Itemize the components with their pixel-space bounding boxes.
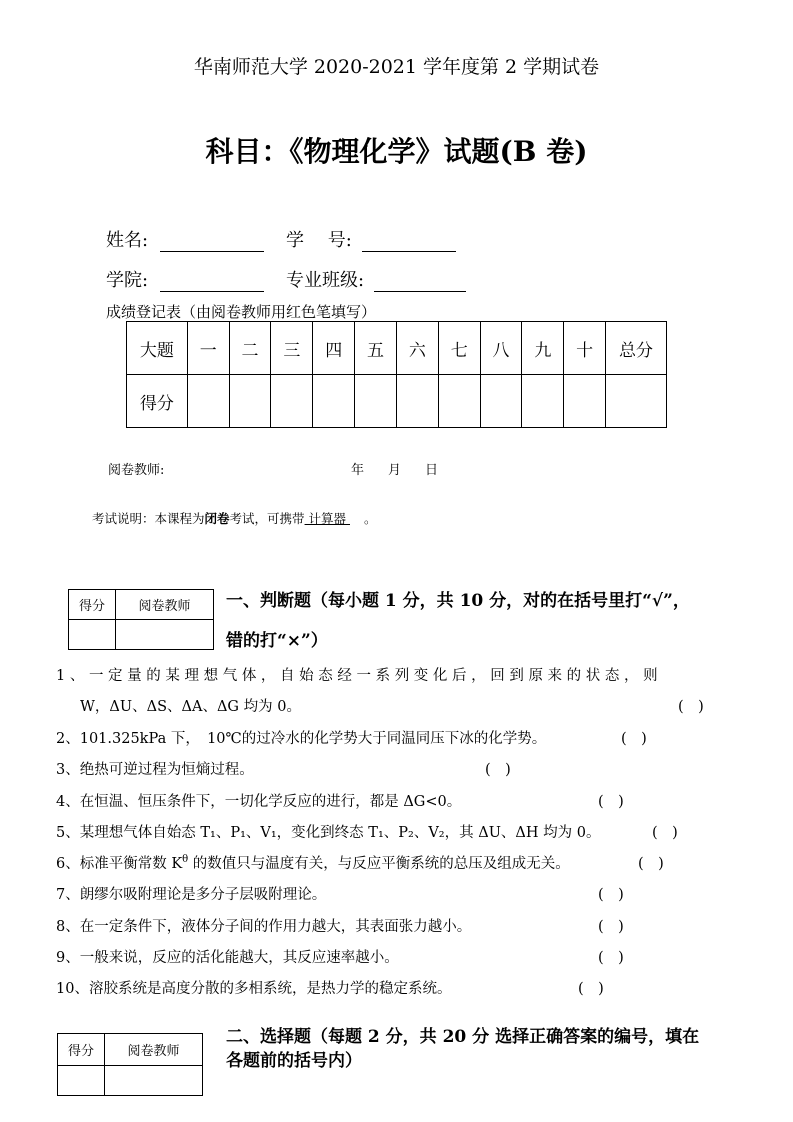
section2-title-line2: 各题前的括号内） <box>226 1051 362 1071</box>
section1-score-label: 得分 <box>69 590 116 620</box>
section2-title-line1: 二、选择题（每题 2 分，共 20 分 选择正确答案的编号，填在 <box>226 1027 700 1047</box>
section2-score-box <box>57 1033 203 1096</box>
major-label: 专业班级: <box>286 270 365 291</box>
question-2-answer[interactable]: ( ) <box>621 731 647 747</box>
college-label: 学院: <box>106 270 149 291</box>
score-table-caption: 成绩登记表（由阅卷教师用红色笔填写） <box>106 303 377 321</box>
year-label: 年 <box>351 463 365 478</box>
col-header: 一 <box>187 322 229 375</box>
question-4-answer[interactable]: ( ) <box>598 794 624 810</box>
score-cell-total[interactable] <box>606 375 667 428</box>
question-6 <box>56 852 570 873</box>
question-1-line2: W，ΔU、ΔS、ΔA、ΔG 均为 0。 <box>80 699 301 715</box>
score-table-header-row <box>127 322 667 375</box>
question-6-answer[interactable]: ( ) <box>638 856 664 872</box>
major-blank[interactable] <box>374 273 466 292</box>
question-10-answer[interactable]: ( ) <box>578 981 604 997</box>
col-header: 十 <box>564 322 606 375</box>
name-label: 姓名: <box>106 230 149 251</box>
question-1-answer[interactable]: ( ) <box>678 699 704 715</box>
question-5: 5、某理想气体自始态 T₁、P₁、V₁，变化到终态 T₁、P₂、V₂，其 ΔU、ΔH 均为 0。 <box>56 825 601 841</box>
row-header-question: 大题 <box>127 322 188 375</box>
question-4: 4、在恒温、恒压条件下，一切化学反应的进行，都是 ΔG<0。 <box>56 794 462 810</box>
score-cell[interactable] <box>271 375 313 428</box>
day-label: 日 <box>425 463 439 478</box>
col-header: 九 <box>522 322 564 375</box>
section1-grader-cell[interactable] <box>116 620 214 650</box>
question-7-answer[interactable]: ( ) <box>598 887 624 903</box>
section1-score-box <box>68 589 214 650</box>
col-header: 五 <box>355 322 397 375</box>
question-8-answer[interactable]: ( ) <box>598 919 624 935</box>
college-blank[interactable] <box>160 273 264 292</box>
page-title: 科目：《物理化学》试题(B 卷) <box>205 135 588 168</box>
question-5-answer[interactable]: ( ) <box>652 825 678 841</box>
id-blank[interactable] <box>362 233 456 252</box>
score-cell[interactable] <box>355 375 397 428</box>
section1-title-line2: 错的打“×”） <box>226 631 328 651</box>
id-field-row <box>286 226 456 252</box>
score-table-score-row <box>127 375 667 428</box>
name-field-row <box>106 226 264 252</box>
exam-note-closed: 闭卷 <box>204 511 230 526</box>
score-cell[interactable] <box>229 375 271 428</box>
col-header: 三 <box>271 322 313 375</box>
score-cell[interactable] <box>396 375 438 428</box>
question-6-theta: θ <box>182 854 189 866</box>
question-3-answer[interactable]: ( ) <box>485 762 511 778</box>
university-line: 华南师范大学 2020-2021 学年度第 2 学期试卷 <box>193 56 600 78</box>
col-header: 二 <box>229 322 271 375</box>
exam-note-tool: 计算器 <box>304 511 350 526</box>
month-label: 月 <box>388 463 402 478</box>
id-label: 学 号: <box>286 230 352 251</box>
major-field-row <box>286 266 466 292</box>
section1-score-cell[interactable] <box>69 620 116 650</box>
question-2: 2、101.325kPa 下， 10℃的过冷水的化学势大于同温同压下冰的化学势。 <box>56 731 547 747</box>
section1-title-line1: 一、判断题（每小题 1 分，共 10 分，对的在括号里打“√”， <box>226 591 690 611</box>
row-header-score: 得分 <box>127 375 188 428</box>
score-cell[interactable] <box>313 375 355 428</box>
score-cell[interactable] <box>187 375 229 428</box>
question-1-line1: 1 、 一 定 量 的 某 理 想 气 体 ， 自 始 态 经 一 系 列 变 化 后 ， 回 到 原 来 的 状 态 ， 则 <box>56 668 658 684</box>
score-cell[interactable] <box>438 375 480 428</box>
question-8: 8、在一定条件下，液体分子间的作用力越大，其表面张力越小。 <box>56 919 472 935</box>
grader-label: 阅卷教师: <box>108 463 165 478</box>
exam-note-middle: 考试，可携带 <box>229 511 305 526</box>
col-header-total: 总分 <box>606 322 667 375</box>
question-6-part-b: 的数值只与温度有关，与反应平衡系统的总压及组成无关。 <box>188 856 570 872</box>
col-header: 六 <box>396 322 438 375</box>
section1-grader-label: 阅卷教师 <box>116 590 214 620</box>
exam-note-end: 。 <box>364 511 377 526</box>
score-cell[interactable] <box>564 375 606 428</box>
score-table <box>126 321 667 428</box>
section2-grader-cell[interactable] <box>105 1066 203 1096</box>
question-3: 3、绝热可逆过程为恒熵过程。 <box>56 762 254 778</box>
question-9-answer[interactable]: ( ) <box>598 950 624 966</box>
score-cell[interactable] <box>480 375 522 428</box>
question-7: 7、朗缪尔吸附理论是多分子层吸附理论。 <box>56 887 327 903</box>
col-header: 七 <box>438 322 480 375</box>
section2-grader-label: 阅卷教师 <box>105 1034 203 1066</box>
name-blank[interactable] <box>160 233 264 252</box>
question-6-part-a: 6、标准平衡常数 K <box>56 856 183 872</box>
college-field-row <box>106 266 264 292</box>
section2-score-cell[interactable] <box>58 1066 105 1096</box>
exam-note-prefix: 考试说明：本课程为 <box>92 511 205 526</box>
score-cell[interactable] <box>522 375 564 428</box>
question-10: 10、溶胶系统是高度分散的多相系统，是热力学的稳定系统。 <box>56 981 452 997</box>
question-9: 9、一般来说，反应的活化能越大，其反应速率越小。 <box>56 950 399 966</box>
col-header: 四 <box>313 322 355 375</box>
col-header: 八 <box>480 322 522 375</box>
exam-note <box>92 509 377 527</box>
section2-score-label: 得分 <box>58 1034 105 1066</box>
